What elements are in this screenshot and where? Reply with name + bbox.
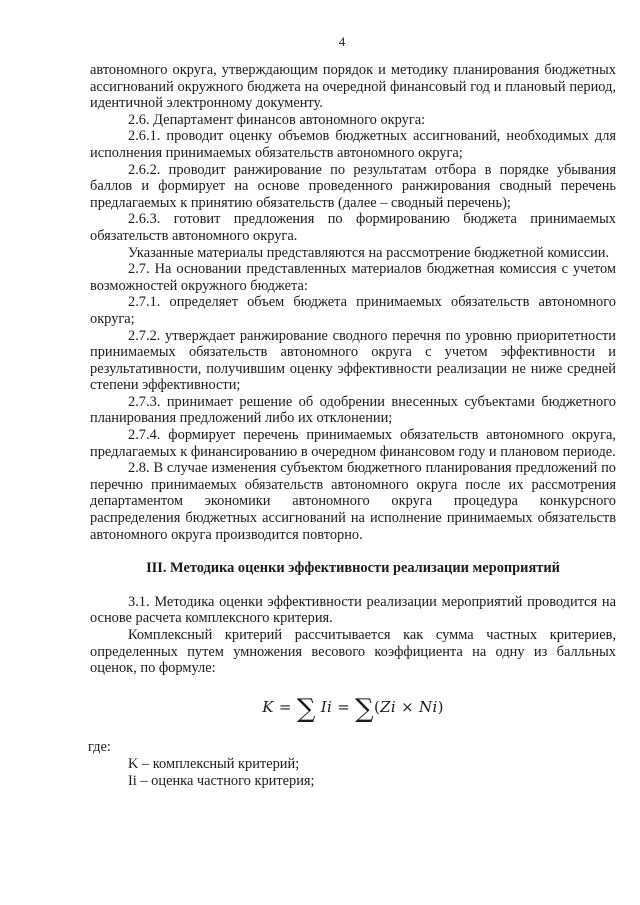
formula-lhs: K <box>262 697 274 716</box>
formula-times: × <box>401 697 414 716</box>
formula <box>90 693 616 724</box>
body-paragraph: 2.7.3. принимает решение об одобрении внесенных субъектами бюджетного планирования предложений либо их отклонении; <box>90 393 616 427</box>
body-paragraph: 2.7. На основании представленных материалов бюджетная комиссия с учетом возможностей окружного бюджета: <box>90 261 616 294</box>
body-paragraph: 2.7.1. определяет объем бюджета принимаемых обязательств автономного округа; <box>90 294 616 327</box>
formula-term-2b: Ni <box>419 697 438 716</box>
body-paragraph: автономного округа, утверждающим порядок и методику планирования бюджетных ассигнований окружного бюджета на очередной финансовый год и плановый период, идентичной электронному документу. <box>90 62 616 112</box>
top-paragraphs <box>90 62 616 543</box>
definition-ii: Ii – оценка частного критерия; <box>128 772 315 789</box>
section-paragraph: Комплексный критерий рассчитывается как сумма частных критериев, определенных путем умножения весового коэффициента на одну из балльных оценок, по формуле: <box>90 627 616 677</box>
page-number: 4 <box>338 34 346 49</box>
body-paragraph: 2.7.2. утверждает ранжирование сводного перечня по уровню приоритетности принимаемых обязательств автономного округа с учетом эффективности и результативности, получившим оценку эффективности реализации не ниже средней степени эффективности; <box>90 327 616 394</box>
formula-term-1: Ii <box>320 697 333 716</box>
body-paragraph: 2.8. В случае изменения субъектом бюджетного планирования предложений по перечню принимаемых обязательств автономного округа после их рассмотрения департаментом экономики автономного округа процедура конкурсного распределения бюджетных ассигнований на исполнение принимаемых обязательств автономного округа производится повторно. <box>90 460 616 543</box>
formula-sum-sign-2: ∑ <box>355 693 375 724</box>
formula-term-2a: Zi <box>380 697 396 716</box>
body-paragraph: 2.6.2. проводит ранжирование по результатам отбора в порядке убывания баллов и формирует на основе проведенного ранжирования сводный перечень предлагаемых к принятию обязательств (далее – сводный перечень); <box>90 161 616 211</box>
section-heading: III. Методика оценки эффективности реализации мероприятий <box>146 560 560 577</box>
document-body <box>90 62 616 789</box>
section-paragraphs <box>90 594 616 677</box>
body-paragraph: 2.6.1. проводит оценку объемов бюджетных ассигнований, необходимых для исполнения принимаемых обязательств автономного округа; <box>90 128 616 161</box>
where-label: где: <box>88 739 111 756</box>
body-paragraph: 2.6. Департамент финансов автономного округа: <box>128 111 426 128</box>
formula-equals-1: = <box>278 697 292 716</box>
formula-equals-2: = <box>337 697 351 716</box>
body-paragraph: 2.6.3. готовит предложения по формированию бюджета принимаемых обязательств автономного округа. <box>90 211 616 244</box>
formula-close-paren: ) <box>437 697 444 716</box>
body-paragraph: Указанные материалы представляются на рассмотрение бюджетной комиссии. <box>128 244 610 261</box>
definition-k: K – комплексный критерий; <box>128 755 300 772</box>
formula-open-paren: ( <box>374 697 381 716</box>
body-paragraph: 2.7.4. формирует перечень принимаемых обязательств автономного округа, предлагаемых к финансированию в очередном финансовом году и плановом периоде. <box>90 427 616 460</box>
formula-sum-sign-1: ∑ <box>296 693 316 724</box>
section-paragraph: 3.1. Методика оценки эффективности реализации мероприятий проводится на основе расчета комплексного критерия. <box>90 593 616 627</box>
